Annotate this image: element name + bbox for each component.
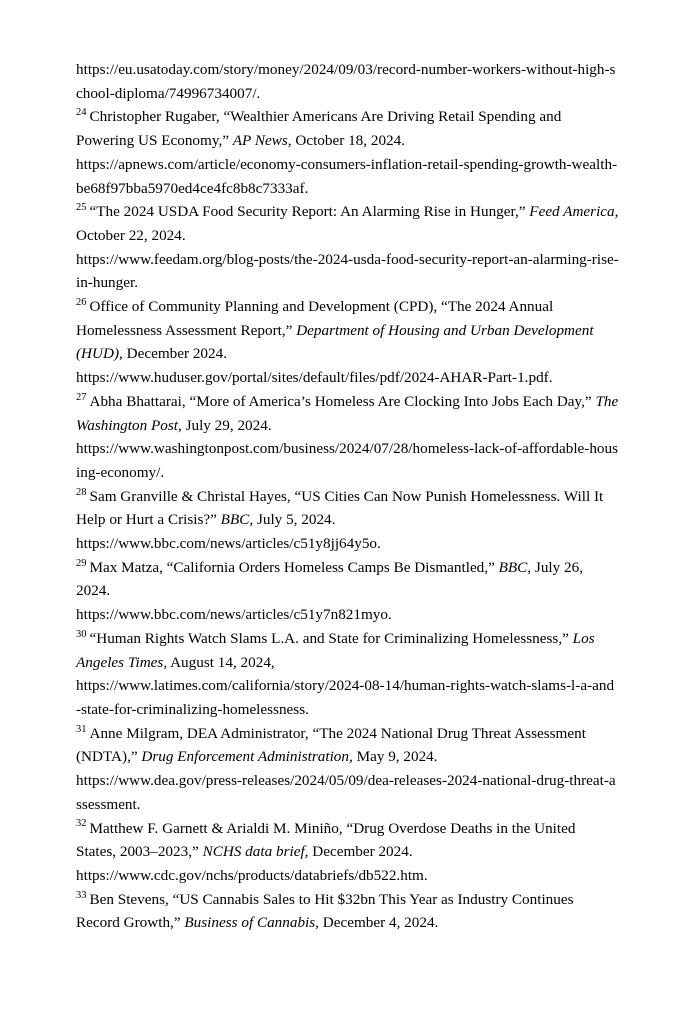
- endnote-29: [76, 556, 619, 627]
- endnote-text-after: , December 2024.: [119, 345, 227, 363]
- endnote-28: [76, 485, 619, 556]
- endnote-32: [76, 817, 619, 888]
- endnote-marker: 25: [76, 202, 87, 214]
- endnote-text-before: Matthew F. Garnett & Arialdi M. Miniño, “Drug Overdose Deaths in the United States, 2003–2023,”: [76, 819, 576, 861]
- endnote-text-before: Max Matza, “California Orders Homeless Camps Be Dismantled,”: [89, 558, 499, 576]
- endnote-text-after: , August 14, 2024,: [163, 653, 275, 671]
- endnote-text-before: Ben Stevens, “US Cannabis Sales to Hit $32bn This Year as Industry Continues Record Growth,”: [76, 890, 574, 932]
- endnote-text-after: July 26, 2024.: [76, 558, 584, 600]
- note-url: https://www.dea.gov/press-releases/2024/05/09/dea-releases-2024-national-drug-threat-assessment.: [76, 772, 616, 813]
- endnote-text-before: Anne Milgram, DEA Administrator, “The 2024 National Drug Threat Assessment (NDTA),”: [76, 724, 586, 766]
- endnote-26: [76, 295, 619, 390]
- endnote-text-after: July 5, 2024.: [253, 511, 336, 529]
- endnote-text-before: “The 2024 USDA Food Security Report: An Alarming Rise in Hunger,”: [89, 203, 530, 221]
- endnotes-list: [76, 58, 619, 935]
- endnote-text-after: , October 18, 2024.: [287, 132, 406, 150]
- endnote-source-title: Business of Cannabis,: [184, 914, 319, 932]
- endnote-text-after: July 29, 2024.: [181, 416, 272, 434]
- endnote-25: [76, 200, 619, 295]
- endnote-text-after: May 9, 2024.: [352, 748, 438, 766]
- endnote-marker: 24: [76, 107, 87, 119]
- endnote-marker: 29: [76, 557, 87, 569]
- endnote-source-title: The Washington Post,: [76, 392, 619, 434]
- endnote-text-after: December 2024.: [308, 843, 413, 861]
- endnote-source-title: Drug Enforcement Administration,: [141, 748, 353, 766]
- endnote-27: [76, 390, 619, 485]
- endnote-source-title: NCHS data brief,: [202, 843, 309, 861]
- note-url: https://www.feedam.org/blog-posts/the-2024-usda-food-security-report-an-alarming-rise-in-hunger.: [76, 250, 619, 292]
- endnote-source-title: Department of Housing and Urban Development (HUD): [76, 321, 594, 363]
- endnote-text-before: “Human Rights Watch Slams L.A. and State for Criminalizing Homelessness,”: [89, 629, 573, 647]
- note-url: https://www.cdc.gov/nchs/products/databriefs/db522.htm.: [76, 866, 428, 884]
- endnote-text-before: Office of Community Planning and Development (CPD), “The 2024 Annual Homelessness Assessment Report,”: [76, 298, 554, 339]
- endnote-text-before: Sam Granville & Christal Hayes, “US Cities Can Now Punish Homelessness. Will It Help or Hurt a Crisis?”: [76, 487, 604, 529]
- endnote-source-title: AP News: [232, 132, 288, 150]
- endnote-source-title: Feed America,: [529, 203, 619, 221]
- endnote-31: [76, 722, 619, 817]
- endnote-30: [76, 627, 619, 722]
- note-url: https://www.latimes.com/california/story/2024-08-14/human-rights-watch-slams-l-a-and-state-for-criminalizing-homelessness.: [76, 677, 615, 718]
- endnote-marker: 27: [76, 391, 87, 403]
- endnote-text-after: December 4, 2024.: [318, 914, 439, 932]
- endnote-marker: 33: [76, 889, 87, 901]
- note-url: https://www.bbc.com/news/articles/c51y8jj64y5o.: [76, 535, 381, 553]
- endnote-marker: 32: [76, 818, 87, 830]
- note-url: https://www.washingtonpost.com/business/2024/07/28/homeless-lack-of-affordable-housing-economy/.: [76, 440, 619, 481]
- endnote-text-after: October 22, 2024.: [76, 226, 186, 244]
- note-url: https://www.huduser.gov/portal/sites/default/files/pdf/2024-AHAR-Part-1.pdf.: [76, 369, 553, 387]
- note-url: https://www.bbc.com/news/articles/c51y7n821myo.: [76, 606, 392, 624]
- endnote-marker: 30: [76, 628, 87, 640]
- endnote-text-before: Christopher Rugaber, “Wealthier Americans Are Driving Retail Spending and Powering US Economy,”: [76, 108, 562, 150]
- endnote-source-title: Los Angeles Times: [76, 629, 595, 671]
- endnote-text-before: Abha Bhattarai, “More of America’s Homeless Are Clocking Into Jobs Each Day,”: [89, 392, 596, 410]
- endnote-24: [76, 105, 619, 200]
- endnote-marker: 28: [76, 486, 87, 498]
- note-url: https://apnews.com/article/economy-consumers-inflation-retail-spending-growth-wealth-be68f97bba5970ed4ce4fc8b8c7333af.: [76, 155, 618, 197]
- endnote-source-title: BBC,: [498, 558, 532, 576]
- endnote-33: [76, 888, 619, 935]
- endnote-marker: 26: [76, 296, 87, 308]
- endnote-source-title: BBC,: [220, 511, 254, 529]
- continuation-url: [76, 58, 619, 105]
- note-url: https://eu.usatoday.com/story/money/2024/09/03/record-number-workers-without-high-school-diploma/74996734007/.: [76, 61, 616, 102]
- endnote-marker: 31: [76, 723, 87, 735]
